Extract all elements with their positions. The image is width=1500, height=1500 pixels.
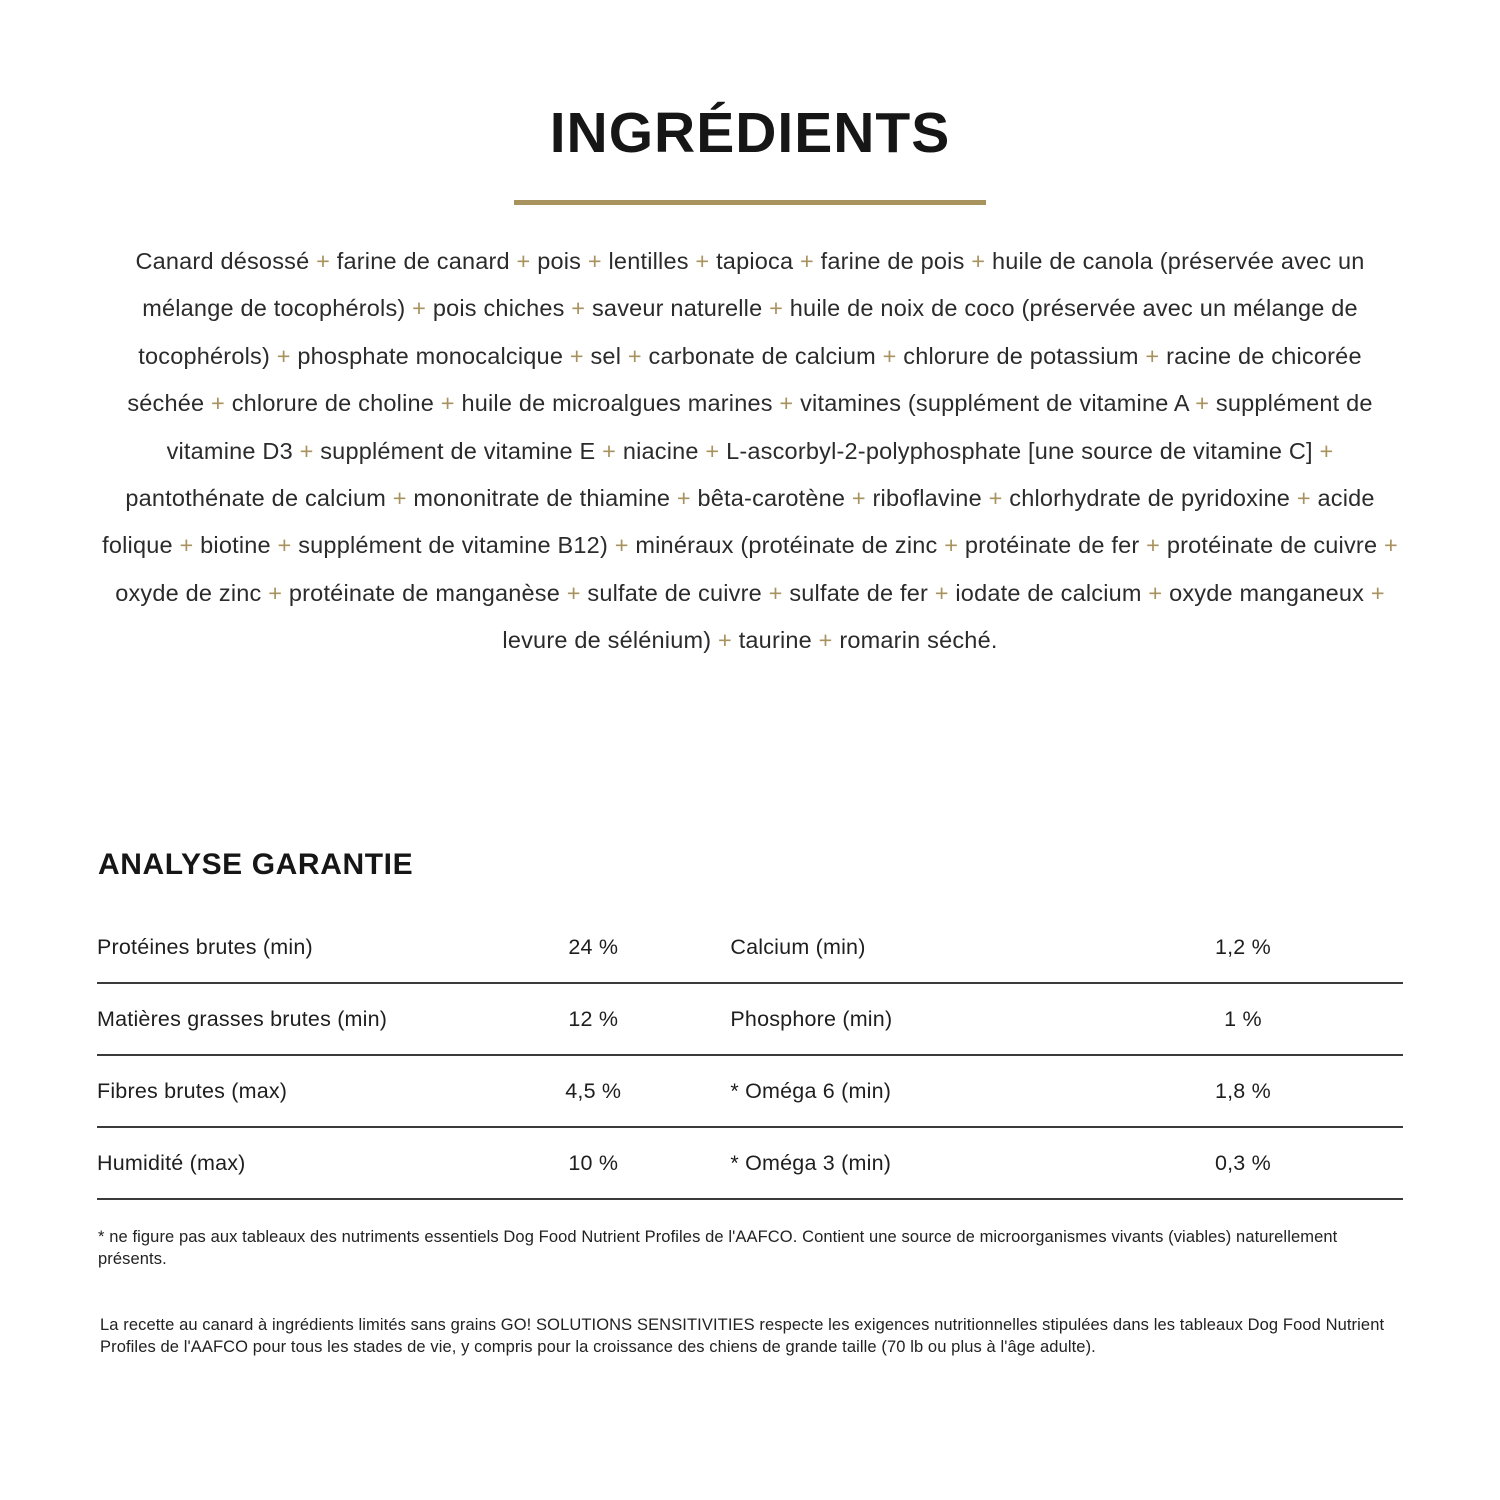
plus-separator: + [560, 579, 588, 606]
plus-separator: + [309, 248, 337, 274]
ingredient: farine de pois [820, 248, 965, 274]
analysis-row [97, 984, 1403, 1056]
ingredient: sulfate de fer [789, 579, 928, 606]
plus-separator: + [405, 295, 433, 322]
plus-separator: + [607, 532, 636, 559]
nutrient-value: 1 % [1224, 1006, 1262, 1031]
nutrient-label: Humidité (max) [97, 1150, 246, 1175]
ingredient: supplément de vitamine B12) [298, 532, 608, 559]
ingredient: acide folique [102, 485, 1375, 559]
plus-separator: + [811, 627, 840, 654]
plus-separator: + [386, 485, 414, 512]
plus-separator: + [270, 342, 298, 369]
ingredient: chlorure de choline [231, 390, 435, 417]
plus-separator: + [793, 248, 821, 274]
plus-separator: + [698, 437, 727, 464]
ingredient: romarin séché. [839, 627, 998, 654]
ingredient: minéraux (protéinate de zinc [635, 532, 938, 559]
ingredient: riboflavine [872, 485, 982, 512]
nutrient-label: * Oméga 6 (min) [730, 1078, 892, 1103]
plus-separator: + [928, 579, 956, 606]
plus-separator: + [981, 485, 1010, 512]
ingredient: levure de sélénium) [502, 627, 712, 654]
ingredient: supplément de vitamine E [320, 437, 596, 464]
plus-separator: + [711, 627, 739, 654]
ingredient: biotine [200, 532, 271, 559]
ingredient: bêta-carotène [697, 485, 846, 512]
ingredient: farine de canard [336, 248, 510, 274]
ingredient: iodate de calcium [955, 579, 1142, 606]
ingredient: supplément de vitamine D3 [166, 390, 1373, 464]
plus-separator: + [581, 248, 609, 274]
ingredient: Canard désossé [135, 248, 310, 274]
ingredient: oxyde de zinc [115, 579, 262, 606]
nutrient-value: 12 % [568, 1006, 619, 1031]
nutrient-label: Calcium (min) [730, 934, 866, 959]
ingredient: sulfate de cuivre [587, 579, 762, 606]
nutrient-value: 24 % [568, 934, 619, 959]
plus-separator: + [1188, 390, 1216, 417]
plus-separator: + [1138, 342, 1167, 369]
nutrient-label: * Oméga 3 (min) [730, 1150, 892, 1175]
plus-separator: + [964, 248, 992, 274]
ingredient: huile de noix de coco (préservée avec un mélange de tocophérols) [138, 295, 1358, 369]
ingredient: pantothénate de calcium [125, 485, 386, 512]
plus-separator: + [762, 295, 790, 322]
plus-separator: + [875, 342, 904, 369]
nutrient-value: 10 % [568, 1150, 619, 1175]
plus-separator: + [761, 579, 790, 606]
nutrient-label: Phosphore (min) [730, 1006, 893, 1031]
nutrient-label: Matières grasses brutes (min) [97, 1006, 388, 1031]
plus-separator: + [509, 248, 538, 274]
plus-separator: + [1290, 485, 1318, 512]
plus-separator: + [595, 437, 623, 464]
nutrient-value: 1,2 % [1214, 934, 1271, 959]
ingredient: protéinate de cuivre [1166, 532, 1378, 559]
plus-separator: + [292, 437, 321, 464]
footnote-aafco-asterisk: * ne figure pas aux tableaux des nutriments essentiels Dog Food Nutrient Profiles de l'AAFCO. Contient une source de microorganismes vivants (viables) naturellement présents. [98, 1228, 1338, 1268]
ingredient: sel [590, 342, 622, 369]
page-title: INGRÉDIENTS [549, 101, 951, 165]
plus-separator: + [1312, 437, 1334, 464]
plus-separator: + [1377, 532, 1398, 559]
plus-separator: + [621, 342, 649, 369]
guaranteed-analysis-table [97, 912, 1403, 1200]
ingredients-paragraph [97, 238, 1403, 665]
plus-separator: + [434, 390, 462, 417]
ingredient: saveur naturelle [591, 295, 763, 322]
ingredient: huile de canola (préservée avec un mélange de tocophérols) [142, 248, 1365, 322]
plus-separator: + [1364, 579, 1385, 606]
analysis-row [97, 1128, 1403, 1200]
plus-separator: + [688, 248, 717, 274]
plus-separator: + [772, 390, 801, 417]
plus-separator: + [204, 390, 232, 417]
ingredient: niacine [622, 437, 699, 464]
guaranteed-analysis-title: ANALYSE GARANTIE [98, 848, 414, 881]
plus-separator: + [564, 295, 592, 322]
ingredient: protéinate de fer [964, 532, 1140, 559]
plus-separator: + [563, 342, 591, 369]
footnote-recipe-statement: La recette au canard à ingrédients limités sans grains GO! SOLUTIONS SENSITIVITIES respecte les exigences nutritionnelles stipulées dans les tableaux Dog Food Nutrient Profiles de l'AAFCO pour tous les stades de vie, y compris pour la croissance des chiens de grande taille (70 lb ou plus à l'âge adulte). [100, 1316, 1385, 1356]
ingredient: racine de chicorée séchée [127, 342, 1362, 417]
title-underline [514, 200, 986, 205]
nutrient-value: 0,3 % [1214, 1150, 1271, 1175]
plus-separator: + [845, 485, 873, 512]
plus-separator: + [937, 532, 965, 559]
ingredient: tapioca [716, 248, 794, 274]
ingredient: carbonate de calcium [648, 342, 876, 369]
nutrient-label: Fibres brutes (max) [97, 1078, 288, 1103]
plus-separator: + [670, 485, 698, 512]
ingredient: chlorhydrate de pyridoxine [1009, 485, 1291, 512]
analysis-row [97, 1056, 1403, 1128]
ingredient: pois chiches [432, 295, 565, 322]
ingredient: chlorure de potassium [903, 342, 1139, 369]
analysis-row [97, 912, 1403, 984]
ingredient: vitamines (supplément de vitamine A [800, 390, 1189, 417]
nutrient-label: Protéines brutes (min) [97, 934, 313, 959]
plus-separator: + [270, 532, 299, 559]
plus-separator: + [1141, 579, 1170, 606]
nutrient-value: 1,8 % [1214, 1078, 1271, 1103]
ingredient: phosphate monocalcique [297, 342, 564, 369]
ingredient: protéinate de manganèse [288, 579, 561, 606]
ingredient: L-ascorbyl-2-polyphosphate [une source de vitamine C] [726, 437, 1313, 464]
plus-separator: + [172, 532, 201, 559]
ingredient: oxyde manganeux [1169, 579, 1365, 606]
plus-separator: + [1139, 532, 1167, 559]
ingredient: taurine [738, 627, 812, 654]
ingredient: mononitrate de thiamine [413, 485, 671, 512]
plus-separator: + [261, 579, 289, 606]
ingredient: pois [537, 248, 582, 274]
ingredient: huile de microalgues marines [461, 390, 773, 417]
nutrient-value: 4,5 % [565, 1078, 622, 1103]
ingredient: lentilles [608, 248, 689, 274]
